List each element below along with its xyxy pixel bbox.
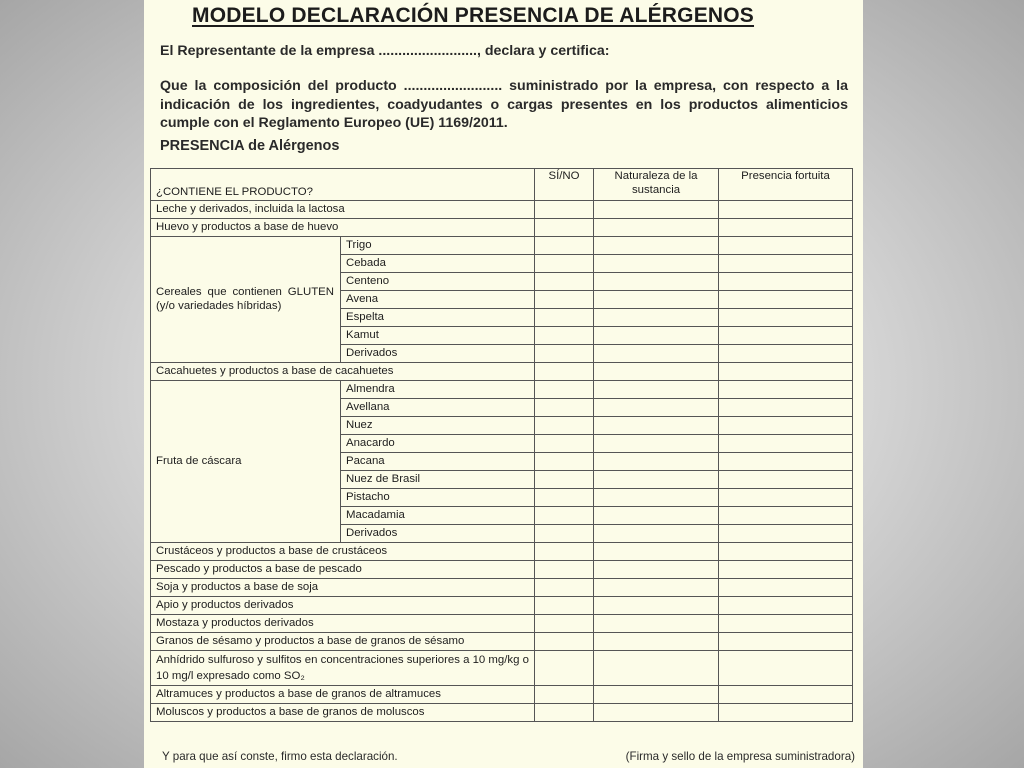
table-row: [151, 704, 853, 722]
si-no-cell[interactable]: [535, 219, 594, 237]
si-no-cell[interactable]: [535, 309, 594, 327]
naturaleza-cell[interactable]: [594, 525, 719, 543]
presencia-cell[interactable]: [719, 597, 853, 615]
allergen-label: Huevo y productos a base de huevo: [151, 219, 535, 237]
allergen-label: Altramuces y productos a base de granos de altramuces: [151, 686, 535, 704]
footer-statement: Y para que así conste, firmo esta declaración.: [162, 750, 398, 763]
allergen-sub-label: Centeno: [341, 273, 535, 291]
si-no-cell[interactable]: [535, 489, 594, 507]
si-no-cell[interactable]: [535, 686, 594, 704]
allergen-sub-label: Kamut: [341, 327, 535, 345]
allergen-label: Moluscos y productos a base de granos de moluscos: [151, 704, 535, 722]
allergen-label: Apio y productos derivados: [151, 597, 535, 615]
naturaleza-cell[interactable]: [594, 345, 719, 363]
table-row: [151, 381, 853, 399]
table-row: [151, 219, 853, 237]
naturaleza-cell[interactable]: [594, 579, 719, 597]
si-no-cell[interactable]: [535, 381, 594, 399]
naturaleza-cell[interactable]: [594, 597, 719, 615]
presencia-cell[interactable]: [719, 543, 853, 561]
question-header: ¿CONTIENE EL PRODUCTO?: [151, 169, 535, 201]
si-no-cell[interactable]: [535, 291, 594, 309]
presencia-cell[interactable]: [719, 633, 853, 651]
si-no-cell[interactable]: [535, 543, 594, 561]
si-no-cell[interactable]: [535, 345, 594, 363]
allergen-sub-label: Macadamia: [341, 507, 535, 525]
allergen-sub-label: Trigo: [341, 237, 535, 255]
naturaleza-cell[interactable]: [594, 417, 719, 435]
declaration-document: [144, 0, 863, 768]
si-no-cell[interactable]: [535, 237, 594, 255]
presencia-cell[interactable]: [719, 309, 853, 327]
allergen-label: Anhídrido sulfuroso y sulfitos en concentraciones superiores a 10 mg/kg o 10 mg/l expresado como SO₂: [151, 651, 535, 686]
si-no-cell[interactable]: [535, 597, 594, 615]
si-no-cell[interactable]: [535, 201, 594, 219]
si-no-cell[interactable]: [535, 525, 594, 543]
naturaleza-cell[interactable]: [594, 363, 719, 381]
si-no-cell[interactable]: [535, 417, 594, 435]
presencia-cell[interactable]: [719, 704, 853, 722]
allergen-sub-label: Espelta: [341, 309, 535, 327]
col-header-presencia: Presencia fortuita: [719, 169, 853, 201]
document-title: MODELO DECLARACIÓN PRESENCIA DE ALÉRGENOS: [192, 4, 755, 27]
presencia-cell[interactable]: [719, 489, 853, 507]
presencia-cell[interactable]: [719, 219, 853, 237]
si-no-cell[interactable]: [535, 471, 594, 489]
naturaleza-cell[interactable]: [594, 435, 719, 453]
naturaleza-cell[interactable]: [594, 381, 719, 399]
allergen-label: Pescado y productos a base de pescado: [151, 561, 535, 579]
allergen-sub-label: Pistacho: [341, 489, 535, 507]
naturaleza-cell[interactable]: [594, 471, 719, 489]
presencia-cell[interactable]: [719, 507, 853, 525]
presencia-cell[interactable]: [719, 399, 853, 417]
presencia-cell[interactable]: [719, 435, 853, 453]
table-header-row: [151, 169, 853, 201]
table-row: [151, 363, 853, 381]
table-row: [151, 651, 853, 686]
allergen-group-label: Fruta de cáscara: [151, 381, 341, 543]
presencia-cell[interactable]: [719, 345, 853, 363]
si-no-cell[interactable]: [535, 255, 594, 273]
naturaleza-cell[interactable]: [594, 704, 719, 722]
presencia-cell[interactable]: [719, 363, 853, 381]
naturaleza-cell[interactable]: [594, 399, 719, 417]
naturaleza-cell[interactable]: [594, 237, 719, 255]
presencia-cell[interactable]: [719, 201, 853, 219]
allergen-sub-label: Anacardo: [341, 435, 535, 453]
naturaleza-cell[interactable]: [594, 309, 719, 327]
table-row: [151, 543, 853, 561]
allergen-sub-label: Avena: [341, 291, 535, 309]
presencia-cell[interactable]: [719, 381, 853, 399]
presencia-cell[interactable]: [719, 291, 853, 309]
signature-note: (Firma y sello de la empresa suministradora): [625, 750, 855, 763]
allergen-sub-label: Avellana: [341, 399, 535, 417]
table-row: [151, 201, 853, 219]
presencia-cell[interactable]: [719, 453, 853, 471]
naturaleza-cell[interactable]: [594, 543, 719, 561]
naturaleza-cell[interactable]: [594, 201, 719, 219]
si-no-cell[interactable]: [535, 327, 594, 345]
presencia-cell[interactable]: [719, 525, 853, 543]
allergen-label: Leche y derivados, incluida la lactosa: [151, 201, 535, 219]
allergen-label: Soja y productos a base de soja: [151, 579, 535, 597]
allergen-sub-label: Derivados: [341, 345, 535, 363]
presencia-cell[interactable]: [719, 651, 853, 686]
naturaleza-cell[interactable]: [594, 453, 719, 471]
allergen-sub-label: Pacana: [341, 453, 535, 471]
presencia-cell[interactable]: [719, 579, 853, 597]
allergen-sub-label: Nuez: [341, 417, 535, 435]
composition-paragraph: Que la composición del producto ......................... suministrado por la empresa, con respecto a la indicación de los ingredientes, coadyudantes o cargas presentes en los productos alimenticios cumple con el Reglamento Europeo (UE) 1169/2011.: [160, 78, 848, 131]
presencia-cell[interactable]: [719, 471, 853, 489]
presencia-cell[interactable]: [719, 561, 853, 579]
table-row: [151, 597, 853, 615]
allergen-group-label: Cereales que contienen GLUTEN (y/o variedades híbridas): [151, 237, 341, 363]
presencia-cell[interactable]: [719, 417, 853, 435]
table-row: [151, 561, 853, 579]
table-row: [151, 686, 853, 704]
allergen-table: [150, 168, 853, 722]
si-no-cell[interactable]: [535, 435, 594, 453]
allergen-label: Crustáceos y productos a base de crustáceos: [151, 543, 535, 561]
allergen-label: Mostaza y productos derivados: [151, 615, 535, 633]
si-no-cell[interactable]: [535, 273, 594, 291]
naturaleza-cell[interactable]: [594, 615, 719, 633]
si-no-cell[interactable]: [535, 453, 594, 471]
allergen-sub-label: Nuez de Brasil: [341, 471, 535, 489]
naturaleza-cell[interactable]: [594, 327, 719, 345]
si-no-cell[interactable]: [535, 579, 594, 597]
presencia-cell[interactable]: [719, 327, 853, 345]
table-row: [151, 579, 853, 597]
presencia-cell[interactable]: [719, 615, 853, 633]
allergen-label: Granos de sésamo y productos a base de granos de sésamo: [151, 633, 535, 651]
si-no-cell[interactable]: [535, 633, 594, 651]
naturaleza-cell[interactable]: [594, 291, 719, 309]
naturaleza-cell[interactable]: [594, 273, 719, 291]
allergen-sub-label: Derivados: [341, 525, 535, 543]
section-heading: PRESENCIA de Alérgenos: [160, 138, 340, 154]
si-no-cell[interactable]: [535, 615, 594, 633]
si-no-cell[interactable]: [535, 363, 594, 381]
allergen-table-body: [151, 201, 853, 722]
naturaleza-cell[interactable]: [594, 255, 719, 273]
naturaleza-cell[interactable]: [594, 561, 719, 579]
allergen-sub-label: Almendra: [341, 381, 535, 399]
table-row: [151, 237, 853, 255]
presencia-cell[interactable]: [719, 255, 853, 273]
allergen-label: Cacahuetes y productos a base de cacahuetes: [151, 363, 535, 381]
presencia-cell[interactable]: [719, 686, 853, 704]
intro-line: El Representante de la empresa ........................., declara y certifica:: [160, 43, 610, 59]
col-header-si-no: SÍ/NO: [535, 169, 594, 201]
si-no-cell[interactable]: [535, 561, 594, 579]
presencia-cell[interactable]: [719, 273, 853, 291]
naturaleza-cell[interactable]: [594, 507, 719, 525]
naturaleza-cell[interactable]: [594, 651, 719, 686]
si-no-cell[interactable]: [535, 399, 594, 417]
naturaleza-cell[interactable]: [594, 633, 719, 651]
naturaleza-cell[interactable]: [594, 489, 719, 507]
allergen-sub-label: Cebada: [341, 255, 535, 273]
col-header-naturaleza: Naturaleza de la sustancia: [594, 169, 719, 201]
si-no-cell[interactable]: [535, 704, 594, 722]
si-no-cell[interactable]: [535, 507, 594, 525]
si-no-cell[interactable]: [535, 651, 594, 686]
table-row: [151, 633, 853, 651]
presencia-cell[interactable]: [719, 237, 853, 255]
naturaleza-cell[interactable]: [594, 686, 719, 704]
table-row: [151, 615, 853, 633]
naturaleza-cell[interactable]: [594, 219, 719, 237]
